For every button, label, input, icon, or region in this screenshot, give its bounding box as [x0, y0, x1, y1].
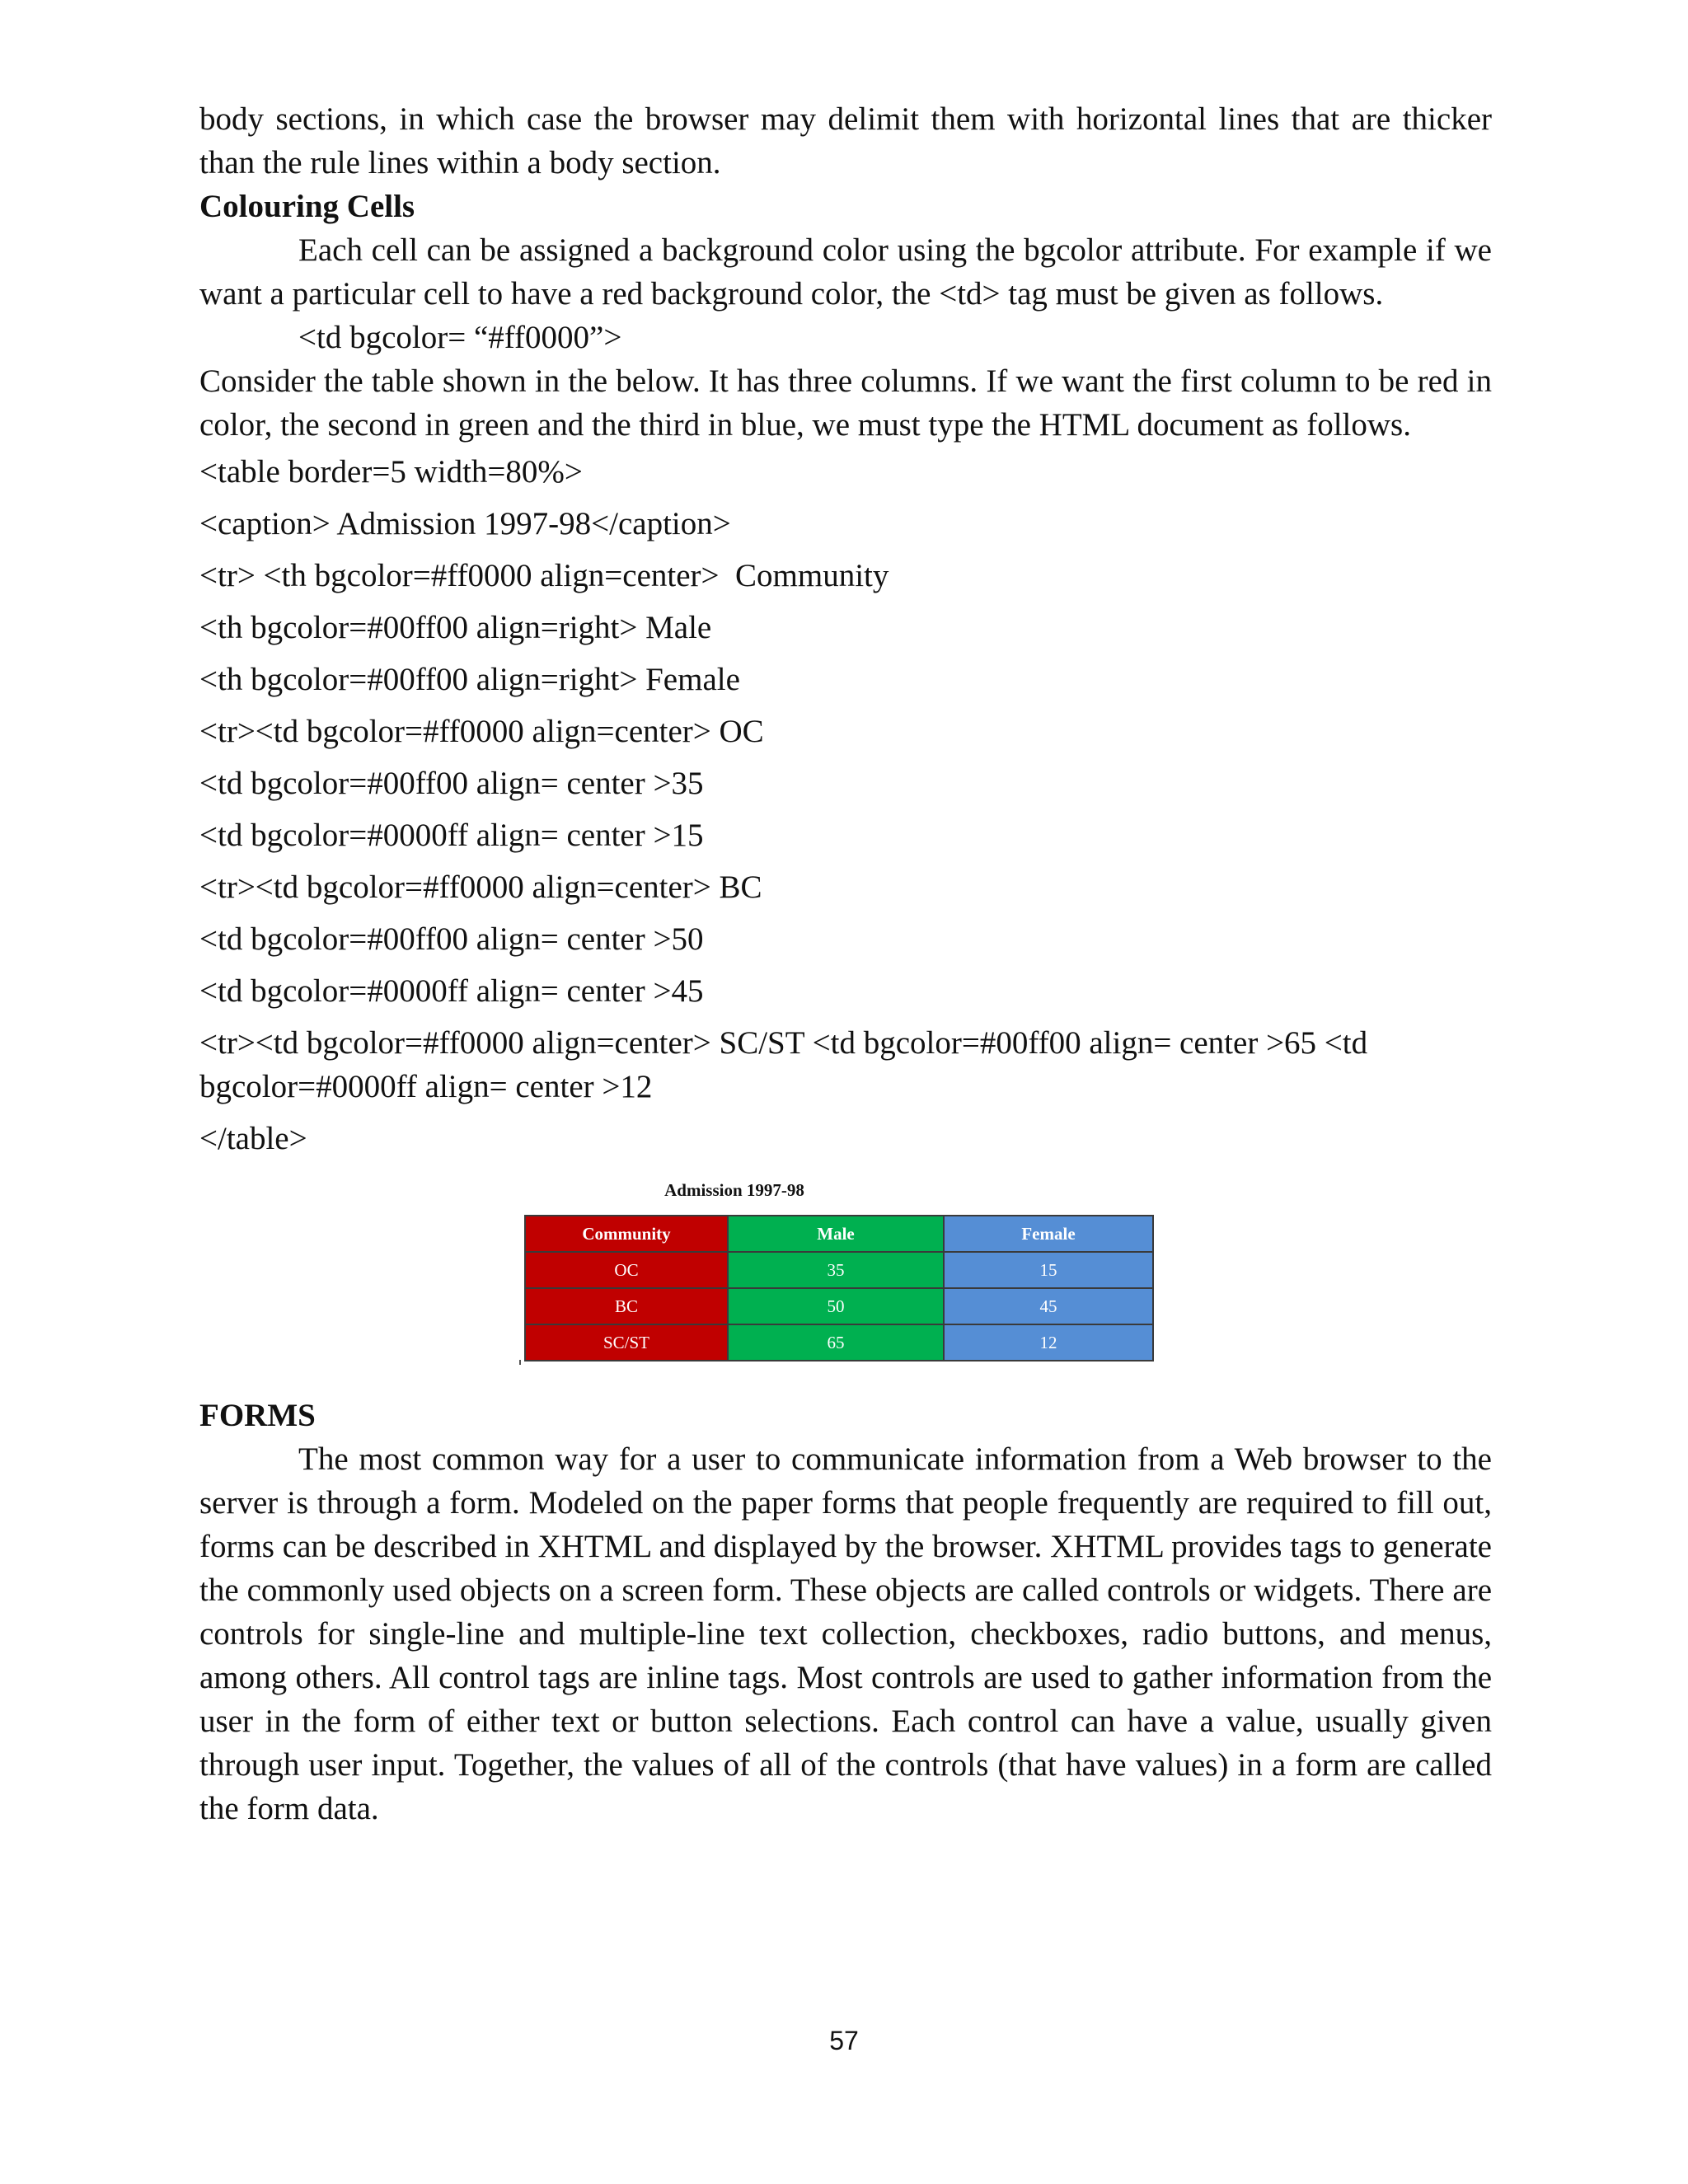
header-male: Male [728, 1216, 944, 1252]
colouring-paragraph: Each cell can be assigned a background color using the bgcolor attribute. For example if we want a particular cell to have a red background color, the <td> tag must be given as follows. [199, 232, 1492, 312]
cell-female: 45 [944, 1288, 1153, 1324]
forms-heading: FORMS [199, 1398, 316, 1433]
code-line: <tr><td bgcolor=#ff0000 align=center> SC/ST <td bgcolor=#00ff00 align= center >65 <td bgcolor=#0000ff align= center >12 [199, 1025, 1376, 1104]
cell-community: SC/ST [525, 1324, 728, 1361]
code-line: <table border=5 width=80%> [199, 454, 583, 490]
table-row [525, 1252, 1153, 1288]
intro-paragraph: body sections, in which case the browser may delimit them with horizontal lines that are thicker than the rule lines within a body section. [199, 101, 1492, 180]
admission-table [524, 1215, 1154, 1361]
admission-table-figure [199, 1180, 1492, 1382]
header-female: Female [944, 1216, 1153, 1252]
code-line: </table> [199, 1121, 307, 1156]
cell-male: 50 [728, 1288, 944, 1324]
cell-community: OC [525, 1252, 728, 1288]
table-explanation-paragraph: Consider the table shown in the below. It has three columns. If we want the first column to be red in color, the second in green and the third in blue, we must type the HTML document as follows. [199, 363, 1492, 443]
code-line: <tr> <th bgcolor=#ff0000 align=center> Community [199, 558, 889, 593]
cell-female: 12 [944, 1324, 1153, 1361]
code-line: <td bgcolor=#0000ff align= center >45 [199, 973, 704, 1009]
cell-community: BC [525, 1288, 728, 1324]
code-line: <td bgcolor=#00ff00 align= center >50 [199, 921, 704, 957]
figure-anchor-mark [519, 1360, 521, 1365]
code-line: <tr><td bgcolor=#ff0000 align=center> OC [199, 714, 764, 749]
forms-paragraph: The most common way for a user to communicate information from a Web browser to the server is through a form. Modeled on the paper forms that people frequently are required to fill out, forms can be described in XHTML and displayed by the browser. XHTML provides tags to generate the commonly used objects on a screen form. These objects are called controls or widgets. There are controls for single-line and multiple-line text collection, checkboxes, radio buttons, and menus, among others. All control tags are inline tags. Most controls are used to gather information from the user in the form of either text or button selections. Each control can have a value, usually given through user input. Together, the values of all of the controls (that have values) in a form are called the form data. [199, 1441, 1492, 1826]
code-line: <td bgcolor=#00ff00 align= center >35 [199, 766, 704, 801]
colouring-cells-heading: Colouring Cells [199, 189, 415, 224]
html-code-listing [199, 450, 1492, 1160]
code-line: <th bgcolor=#00ff00 align=right> Female [199, 662, 740, 697]
cell-male: 65 [728, 1324, 944, 1361]
table-row [525, 1288, 1153, 1324]
table-row [525, 1324, 1153, 1361]
header-community: Community [525, 1216, 728, 1252]
table-header-row [525, 1216, 1153, 1252]
cell-female: 15 [944, 1252, 1153, 1288]
td-bgcolor-example: <td bgcolor= “#ff0000”> [298, 320, 622, 355]
code-line: <td bgcolor=#0000ff align= center >15 [199, 818, 704, 853]
figure-caption: Admission 1997-98 [664, 1180, 804, 1200]
code-line: <th bgcolor=#00ff00 align=right> Male [199, 610, 712, 645]
page-number: 57 [829, 2026, 859, 2055]
code-line: <tr><td bgcolor=#ff0000 align=center> BC [199, 869, 762, 905]
cell-male: 35 [728, 1252, 944, 1288]
page-content [199, 97, 1492, 1830]
code-line: <caption> Admission 1997-98</caption> [199, 506, 731, 541]
